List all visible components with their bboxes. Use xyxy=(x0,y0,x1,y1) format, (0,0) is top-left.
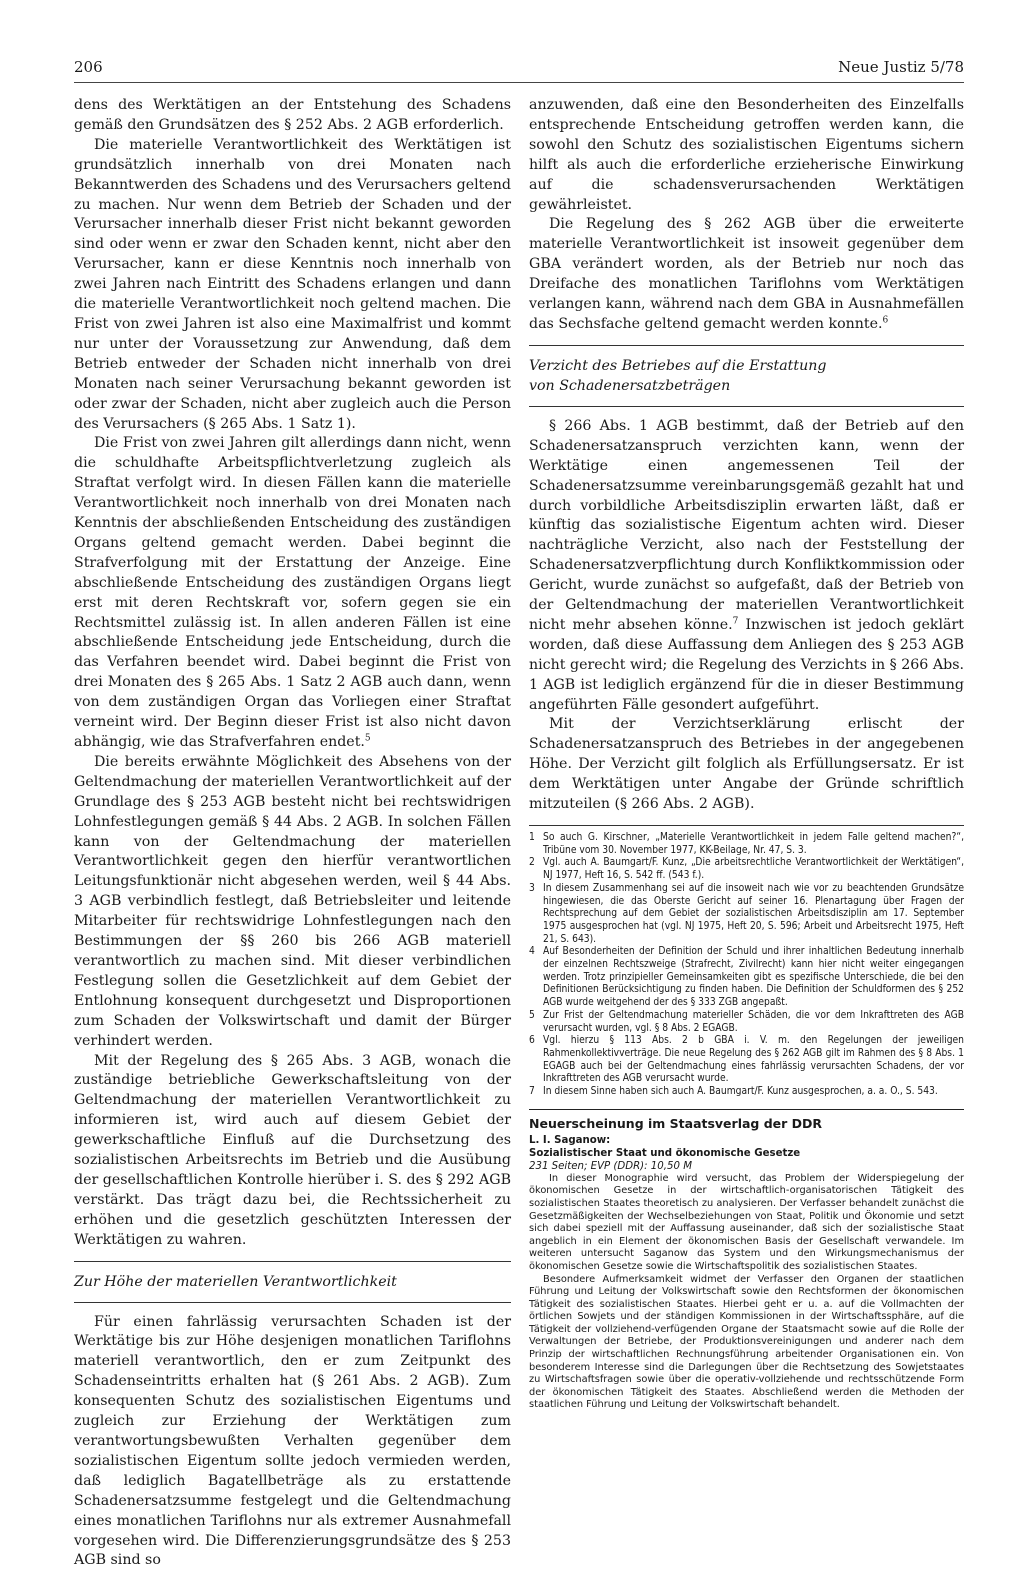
paragraph: Mit der Regelung des § 265 Abs. 3 AGB, wonach die zuständige betriebliche Gewerkschaftsleitung von der Geltendmachung der materiellen Verantwortlichkeit zu informieren ist, wird auch auf diesem Gebiet der gewerkschaftliche Einfluß auf die Durchsetzung des sozialistischen Arbeitsrechts im Betrieb und die Ausübung der gesellschaftlichen Kontrolle hierüber i. S. des § 292 AGB verstärkt. Das trägt dazu bei, die Rechtssicherheit zu erhöhen und die gesetzlich geschützten Interessen der Werktätigen zu wahren. xyxy=(74,1052,511,1248)
section-heading: Zur Höhe der materiellen Verantwortlichkeit xyxy=(74,1273,397,1290)
book-title: Sozialistischer Staat und ökonomische Gesetze xyxy=(529,1147,801,1159)
section-heading xyxy=(529,356,964,396)
paragraph: anzuwenden, daß eine den Besonderheiten des Einzelfalls entsprechende Entscheidung getroffen werden kann, die sowohl den Schutz des sozialistischen Eigentums sichern hilft als auch die erforderliche erzieherische Einwirkung auf die schadensverursachenden Werktätigen gewährleistet. xyxy=(529,97,964,213)
paragraph: dens des Werktätigen an der Entstehung des Schadens gemäß den Grundsätzen des § 252 Abs. 2 AGB erforderlich. xyxy=(74,97,511,133)
footnote-ref[interactable]: 5 xyxy=(364,733,371,744)
paragraph: Für einen fahrlässig verursachten Schaden ist der Werktätige bis zur Höhe desjenigen monatlichen Tariflohns materiell verantwortlich, den er zum Zeitpunkt des Schadenseintritts erhalten hat (§ 261 Abs. 2 AGB). Zum konsequenten Schutz des sozialistischen Eigentums und zugleich zur Erziehung der Werktätigen zum verantwortungsbewußten Verhalten gegenüber dem sozialistischen Eigentum sollte jedoch vermieden werden, daß lediglich Bagatellbeträge als zu erstattende Schadenersatzsumme festgelegt und die Geltendmachung eines monatlichen Tariflohns nur als extremer Ausnahmefall vorgesehen wird. Die Differenzierungsgrundsätze des § 253 AGB sind so xyxy=(74,1313,511,1569)
footnotes-rule xyxy=(529,825,964,826)
section-heading-line: Verzicht des Betriebes auf die Erstattung xyxy=(529,357,827,374)
paragraph: Mit der Verzichtserklärung erlischt der Schadenersatzanspruch des Betriebes in der angegebenen Höhe. Der Verzicht gilt folglich als Erfüllungsersatz. Er ist dem Werktätigen unter Angabe der Gründe schriftlich mitzuteilen (§ 266 Abs. 2 AGB). xyxy=(529,716,964,813)
book-meta: 231 Seiten; EVP (DDR): 10,50 M xyxy=(529,1160,693,1172)
book-notice-rule xyxy=(529,1109,964,1110)
footnote: 2 Vgl. auch A. Baumgart/F. Kunz, „Die arbeitsrechtliche Verantwortlichkeit der Werktätigen“, NJ 1977, Heft 16, S. 542 ff. (543 f.). xyxy=(529,857,964,882)
book-author: L. I. Saganow: xyxy=(529,1134,611,1146)
section-heading-line: von Schadenersatzbeträgen xyxy=(529,377,731,394)
book-paragraph: In dieser Monographie wird versucht, das Problem der Widerspiegelung der ökonomischen Gesetze in der wirtschaftlich-organisatorischen Tätigkeit des sozialistischen Staates theoretisch zu analysieren. Der Verfasser behandelt zunächst die Gesetzmäßigkeiten der Wechselbeziehungen von Staat, Politik und Ökonomie und setzt sich dabei speziell mit der Auffassung auseinander, daß sich der sozialistische Staat angeblich in ein Element der ökonomischen Basis der Gesellschaft verwandele. Im weiteren untersucht Saganow das System und den Wirkungsmechanismus der ökonomischen Gesetze sowie die Wirtschaftspolitik des sozialistischen Staates. xyxy=(529,1172,964,1272)
paragraph: Die Regelung des § 262 AGB über die erweiterte materielle Verantwortlichkeit ist insoweit gegenüber dem GBA verändert worden, als der Betrieb nur noch das Dreifache des monatlichen Tariflohns vom Werktätigen verlangen kann, während nach dem GBA in Ausnahmefällen das Sechsfache geltend gemacht werden konnte.$^6$ xyxy=(529,216,964,332)
paragraph: Die Frist von zwei Jahren gilt allerdings dann nicht, wenn die schuldhafte Arbeitspflichtverletzung zugleich als Straftat verfolgt wird. In diesen Fällen kann die materielle Verantwortlichkeit noch innerhalb von drei Monaten nach Kenntnis der abschließenden Entscheidung des zuständigen Organs geltend gemacht werden. Dabei beginnt die Strafverfolgung mit der Erstattung der Anzeige. Eine abschließende Entscheidung des zuständigen Organs liegt erst mit deren Rechtskraft vor, sofern gegen sie ein Rechtsmittel zulässig ist. In allen anderen Fällen ist eine abschließende Entscheidung jede Entscheidung, durch die das Verfahren beendet wird. Dabei beginnt die Frist von drei Monaten des § 265 Abs. 1 Satz 2 AGB auch dann, wenn von dem zuständigen Organ das Vorliegen einer Straftat verneint wird. Der Beginn dieser Frist ist also nicht davon abhängig, wie das Strafverfahren endet.$^5$ xyxy=(74,435,511,750)
footnote: 3 In diesem Zusammenhang sei auf die insoweit nach wie vor zu beachtenden Grundsätze hingewiesen, die das Oberste Gericht auf seiner 16. Plenartagung über Fragen der Rechtsprechung auf dem Gebiet der sozialistischen Arbeitsdisziplin am 17. September 1975 ausgesprochen hat (vgl. NJ 1975, Heft 20, S. 596; Arbeit und Arbeitsrecht 1975, Heft 21, S. 643). xyxy=(529,882,964,945)
header-rule xyxy=(74,82,964,83)
right-column xyxy=(529,96,964,1412)
footnote: 4 Auf Besonderheiten der Definition der Schuld und ihrer inhaltlichen Bedeutung innerhalb der einzelnen Rechtszweige (Strafrecht, Zivilrecht) kann hier nicht weiter eingegangen werden. Trotz prinzipieller Gemeinsamkeiten gibt es spezifische Unterschiede, die bei den Definitionen Berücksichtigung zu finden haben. Die Definition der Schuldformen des § 252 AGB wurde weitgehend der des § 333 ZGB angepaßt. xyxy=(529,946,964,1009)
paragraph: Die bereits erwähnte Möglichkeit des Absehens von der Geltendmachung der materiellen Verantwortlichkeit auf der Grundlage des § 253 AGB besteht nicht bei rechtswidrigen Lohnfestlegungen gemäß § 44 Abs. 2 AGB. In solchen Fällen kann von der Geltendmachung der materiellen Verantwortlichkeit gegen den hierfür verantwortlichen Leitungsfunktionär nicht abgesehen werden, weil § 44 Abs. 3 AGB verbindlich festlegt, daß Betriebsleiter und leitende Mitarbeiter für rechtswidrige Lohnfestlegungen nach den Bestimmungen der §§ 260 bis 266 AGB materiell verantwortlich zu machen sind. Mit dieser verbindlichen Festlegung sollen die Gesetzlichkeit auf dem Gebiet der Entlohnung konsequent durchgesetzt und Disproportionen zum Schaden der Volkswirtschaft und damit der Bürger verhindert werden. xyxy=(74,753,511,1049)
paragraph: § 266 Abs. 1 AGB bestimmt, daß der Betrieb auf den Schadenersatzanspruch verzichten kann, wenn der Werktätige einen angemessenen Teil der Schadenersatzsumme vereinbarungsgemäß gezahlt hat und durch vorbildliche Arbeitsdisziplin erwarten läßt, daß er künftig das sozialistische Eigentum achten wird. Dieser nachträgliche Verzicht, also nach der Feststellung der Schadenersatzverpflichtung durch Konfliktkommission oder Gericht, wurde zunächst so aufgefaßt, daß der Betrieb von der Geltendmachung der materiellen Verantwortlichkeit nicht mehr absehen könne.$^7$ Inzwischen ist jedoch geklärt worden, daß diese Auffassung dem Anliegen des § 253 AGB nicht gerecht wird; die Regelung des Verzichts in § 266 Abs. 1 AGB ist lediglich ergänzend für die in dieser Bestimmung angeführten Fälle gesondert aufgeführt. xyxy=(529,417,964,713)
book-notice-heading: Neuerscheinung im Staatsverlag der DDR xyxy=(529,1115,823,1131)
footnote-ref[interactable]: 6 xyxy=(882,315,889,326)
footnote: 1 So auch G. Kirschner, „Materielle Verantwortlichkeit in jedem Falle geltend machen?“, Tribüne vom 30. November 1977, KK-Beilage, Nr. 47, S. 3. xyxy=(529,832,964,856)
section-rule xyxy=(74,1261,511,1262)
section-rule xyxy=(74,1302,511,1303)
book-notice xyxy=(529,1116,964,1412)
paragraph: Die materielle Verantwortlichkeit des Werktätigen ist grundsätzlich innerhalb von drei Monaten nach Bekanntwerden des Schadens und des Verursachers geltend zu machen. Nur wenn dem Betrieb der Schaden und der Verursacher innerhalb dieser Frist nicht bekannt geworden sind oder wenn er zwar den Schaden kennt, nicht aber den Verursacher, kann er diese Kenntnis noch innerhalb von zwei Jahren nach Eintritt des Schadens erlangen und dann die materielle Verantwortlichkeit noch geltend machen. Die Frist von zwei Jahren ist also eine Maximalfrist und kommt nur unter der Voraussetzung zur Anwendung, daß dem Betrieb entweder der Schaden nicht innerhalb von drei Monaten nach seiner Verursachung bekannt geworden ist oder zwar der Schaden, nicht aber zugleich auch die Person des Verursachers (§ 265 Abs. 1 Satz 1). xyxy=(74,136,511,432)
book-description xyxy=(529,1173,964,1412)
footnote: 6 Vgl. hierzu § 113 Abs. 2 b GBA i. V. m. den Regelungen der jeweiligen Rahmenkollektivverträge. Die neue Regelung des § 262 AGB gilt im Rahmen des § 8 Abs. 1 EGAGB auch bei der Geltendmachung eines fahrlässig verursachten Schadens, der vor Inkrafttreten des AGB verursacht wurde. xyxy=(529,1035,964,1085)
page-number: 206 xyxy=(74,58,103,76)
left-column xyxy=(74,96,511,1571)
footnote: 7 In diesem Sinne haben sich auch A. Baumgart/F. Kunz ausgesprochen, a. a. O., S. 543. xyxy=(529,1086,938,1098)
section-rule xyxy=(529,345,964,346)
footnote: 5 Zur Frist der Geltendmachung materieller Schäden, die vor dem Inkrafttreten des AGB verursacht wurden, vgl. § 8 Abs. 2 EGAGB. xyxy=(529,1009,964,1034)
footnote-ref[interactable]: 7 xyxy=(732,616,739,627)
footnotes xyxy=(529,832,964,1099)
book-paragraph: Besondere Aufmerksamkeit widmet der Verfasser den Organen der staatlichen Führung und Leitung der Volkswirtschaft sowie den Rechtsformen der ökonomischen Tätigkeit des sozialistischen Staates. Hierbei geht er u. a. auf die Vollmachten der örtlichen Sowjets und der ständigen Kommissionen in der Wirtschaftssphäre, auf die Tätigkeit der vollziehend-verfügenden Organe der Staatsmacht sowie auf die Rolle der Verwaltungen der Betriebe, der Produktionsvereinigungen und anderer nach dem Prinzip der wirtschaftlichen Rechnungsführung arbeitender Organisationen ein. Von besonderem Interesse sind die Darlegungen über die Rechtsetzung des Sowjetstaates zu Wirtschaftsfragen sowie über die operativ-vollziehende und rechtsschützende Form der ökonomischen Tätigkeit des Staates. Abschließend werden die Methoden der staatlichen Führung und Leitung der Volkswirtschaft behandelt. xyxy=(529,1273,964,1411)
journal-issue: Neue Justiz 5/78 xyxy=(838,58,964,76)
section-rule xyxy=(529,406,964,407)
